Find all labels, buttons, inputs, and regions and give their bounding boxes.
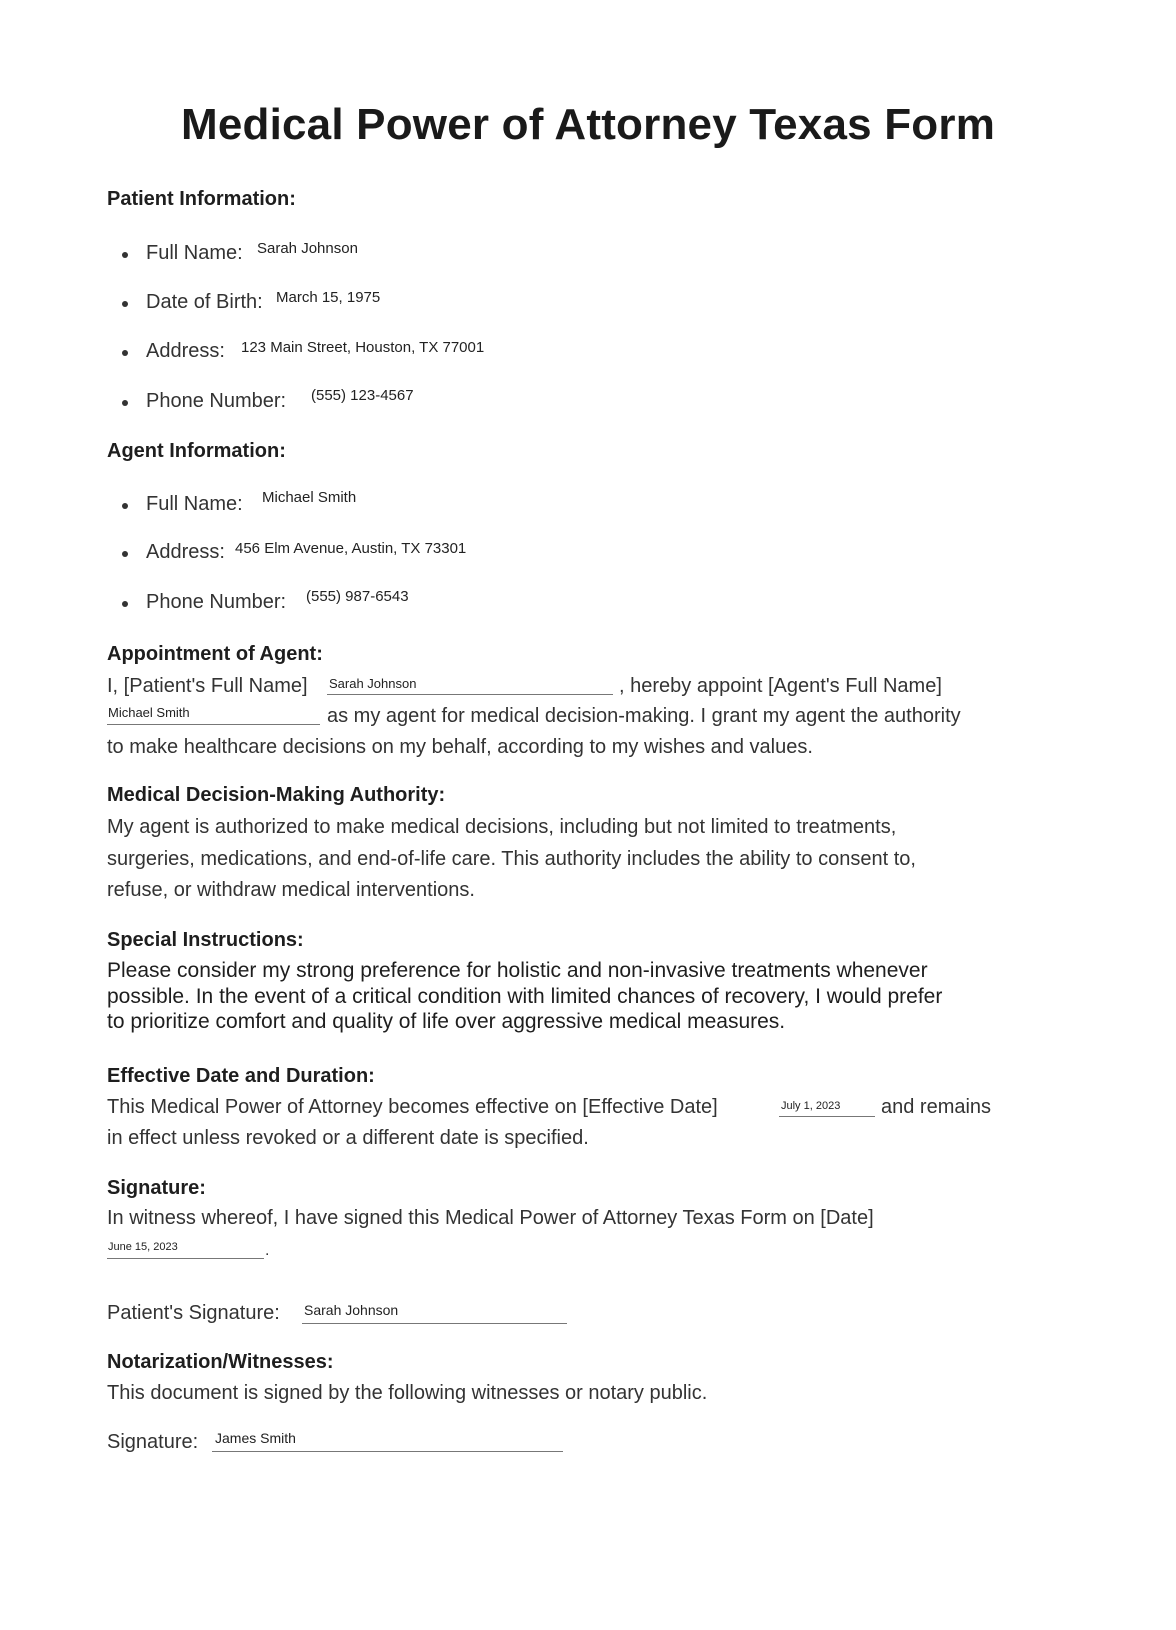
- bullet-icon: [122, 400, 128, 406]
- patient-phone-value[interactable]: (555) 123-4567: [311, 387, 414, 404]
- authority-line: surgeries, medications, and end-of-life care. This authority includes the ability to consent to,: [107, 848, 916, 870]
- patient-address-value[interactable]: 123 Main Street, Houston, TX 77001: [241, 339, 485, 356]
- witnesses-heading: Notarization/Witnesses:: [107, 1351, 334, 1373]
- authority-line: refuse, or withdraw medical interventions.: [107, 879, 475, 901]
- special-instructions-line: Please consider my strong preference for holistic and non-invasive treatments whenever: [107, 959, 928, 982]
- witness-signature-label: Signature:: [107, 1431, 199, 1453]
- patient-signature-value[interactable]: Sarah Johnson: [304, 1302, 399, 1318]
- agent-info-heading: Agent Information:: [107, 440, 286, 462]
- appointment-line2: as my agent for medical decision-making. I grant my agent the authority: [327, 705, 961, 727]
- field-label: Phone Number:: [146, 591, 287, 613]
- agent-full-name-value[interactable]: Michael Smith: [262, 489, 357, 506]
- appointment-agent-name-value[interactable]: Michael Smith: [108, 705, 190, 720]
- bullet-icon: [122, 551, 128, 557]
- signature-line1: In witness whereof, I have signed this Medical Power of Attorney Texas Form on [Date]: [107, 1207, 874, 1229]
- appointment-line1-suffix: , hereby appoint [Agent's Full Name]: [619, 675, 942, 697]
- signature-period: .: [265, 1242, 270, 1259]
- field-label: Address:: [146, 541, 225, 563]
- effective-line2: in effect unless revoked or a different date is specified.: [107, 1127, 589, 1149]
- field-label: Date of Birth:: [146, 291, 263, 313]
- witnesses-text: This document is signed by the following witnesses or notary public.: [107, 1382, 708, 1404]
- signature-date-underline: [107, 1258, 264, 1259]
- patient-signature-underline: [302, 1323, 567, 1324]
- field-label: Full Name:: [146, 242, 243, 264]
- bullet-icon: [122, 503, 128, 509]
- witness-signature-value[interactable]: James Smith: [215, 1430, 296, 1446]
- page-title: Medical Power of Attorney Texas Form: [180, 100, 996, 149]
- effective-heading: Effective Date and Duration:: [107, 1065, 375, 1087]
- agent-address-value[interactable]: 456 Elm Avenue, Austin, TX 73301: [235, 540, 467, 557]
- bullet-icon: [122, 252, 128, 258]
- bullet-icon: [122, 301, 128, 307]
- appointment-line1-prefix: I, [Patient's Full Name]: [107, 675, 308, 697]
- effective-line1-suffix: and remains: [881, 1096, 992, 1118]
- authority-heading: Medical Decision-Making Authority:: [107, 784, 446, 806]
- effective-date-value[interactable]: July 1, 2023: [781, 1100, 841, 1112]
- patient-full-name-value[interactable]: Sarah Johnson: [257, 240, 358, 257]
- agent-name-underline: [107, 724, 320, 725]
- appointment-patient-name-value[interactable]: Sarah Johnson: [329, 676, 417, 691]
- agent-phone-value[interactable]: (555) 987-6543: [306, 588, 409, 605]
- special-instructions-heading: Special Instructions:: [107, 929, 304, 951]
- field-label: Phone Number:: [146, 390, 287, 412]
- appointment-line3: to make healthcare decisions on my behalf, according to my wishes and values.: [107, 736, 813, 758]
- patient-info-heading: Patient Information:: [107, 188, 296, 210]
- patient-signature-label: Patient's Signature:: [107, 1302, 280, 1324]
- field-label: Address:: [146, 340, 225, 362]
- bullet-icon: [122, 350, 128, 356]
- patient-name-underline: [327, 694, 613, 695]
- special-instructions-line: possible. In the event of a critical condition with limited chances of recovery, I would prefer: [107, 985, 943, 1008]
- special-instructions-line: to prioritize comfort and quality of life over aggressive medical measures.: [107, 1010, 786, 1033]
- signature-heading: Signature:: [107, 1177, 206, 1199]
- effective-date-underline: [779, 1116, 875, 1117]
- effective-line1-prefix: This Medical Power of Attorney becomes effective on [Effective Date]: [107, 1096, 718, 1118]
- signature-date-value[interactable]: June 15, 2023: [108, 1241, 178, 1253]
- appointment-heading: Appointment of Agent:: [107, 643, 323, 665]
- witness-signature-underline: [212, 1451, 563, 1452]
- patient-dob-value[interactable]: March 15, 1975: [276, 289, 381, 306]
- field-label: Full Name:: [146, 493, 243, 515]
- bullet-icon: [122, 601, 128, 607]
- authority-line: My agent is authorized to make medical decisions, including but not limited to treatments,: [107, 816, 897, 838]
